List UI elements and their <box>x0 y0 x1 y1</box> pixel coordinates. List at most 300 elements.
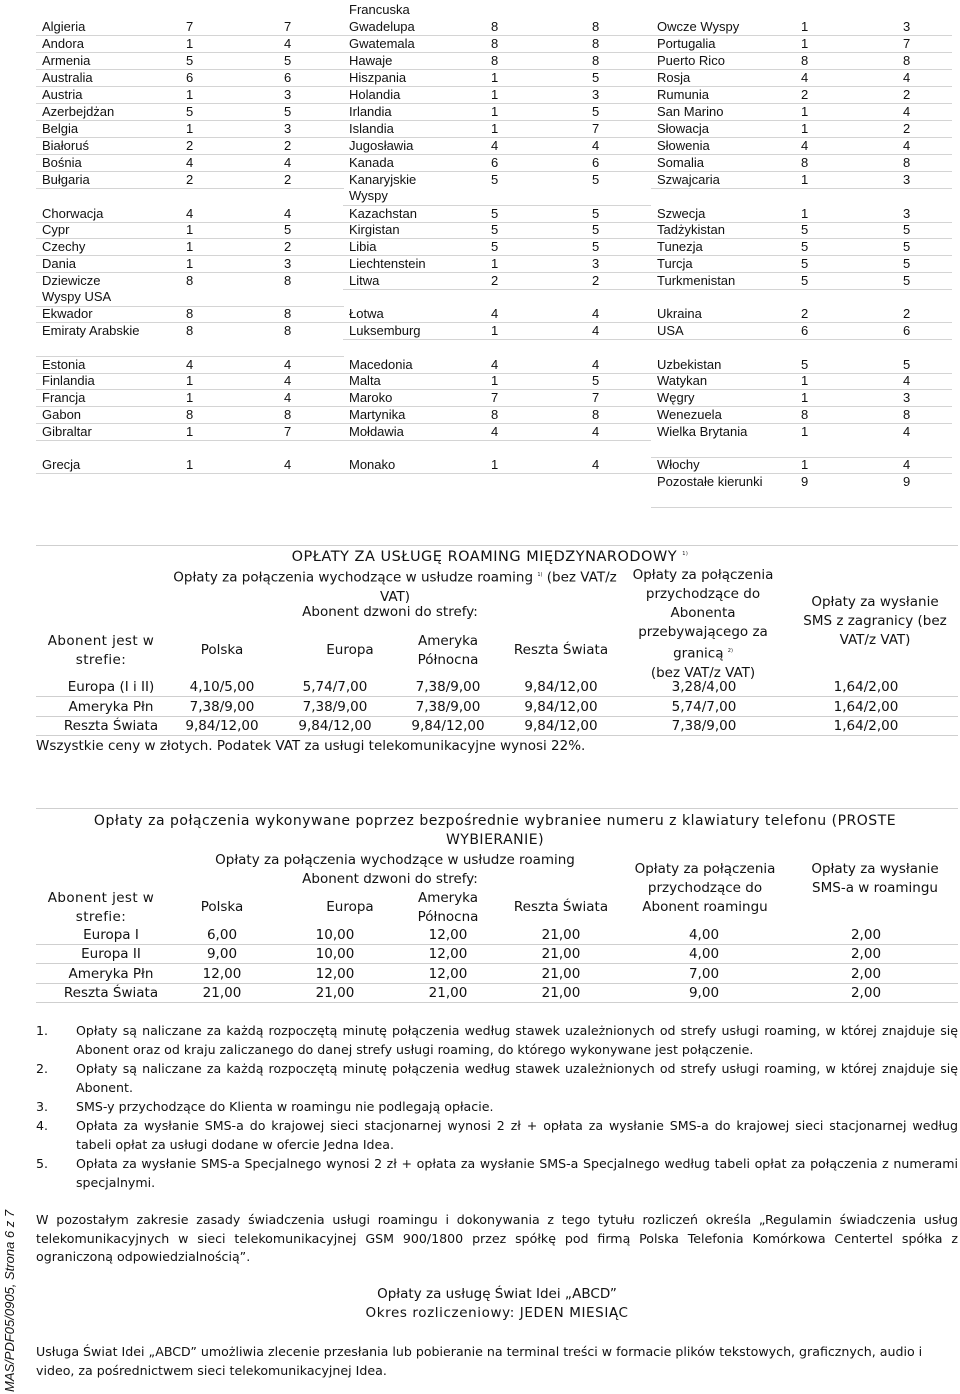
country-name: Emiraty Arabskie <box>42 323 140 338</box>
zone-value-b: 2 <box>284 239 292 254</box>
direct-sms-header: Opłaty za wysłanie SMS-a w roamingu <box>811 861 939 896</box>
zone-value-a: 2 <box>801 87 809 102</box>
price-cell: 4,10/5,00 <box>189 679 255 695</box>
price-cell: 9,84/12,00 <box>524 698 598 715</box>
country-name: Dania <box>42 256 76 271</box>
zone-value-b: 5 <box>592 206 600 221</box>
price-cell: 5,74/7,00 <box>671 698 737 715</box>
zone-value-b: 5 <box>903 256 911 271</box>
zone-value-b: 2 <box>284 138 292 153</box>
zone-value-b: 5 <box>903 222 911 237</box>
price-cell: 2,00 <box>850 984 882 1001</box>
zone-value-a: 8 <box>491 407 499 422</box>
zone-value-a: 8 <box>186 323 194 338</box>
country-name: Litwa <box>349 273 380 288</box>
zone-value-a: 1 <box>186 390 194 405</box>
zone-label: Europa (I i II) <box>67 679 155 695</box>
zone-value-b: 3 <box>592 87 600 102</box>
zone-value-a: 2 <box>186 172 194 187</box>
zone-header-polska: Polska <box>200 642 244 658</box>
price-cell: 7,38/9,00 <box>415 679 481 695</box>
zone-value-a: 1 <box>186 373 194 388</box>
country-name: Łotwa <box>349 306 384 321</box>
zone-value-b: 7 <box>592 121 600 136</box>
note-3 <box>36 1098 958 1117</box>
price-cell: 12,00 <box>315 965 355 982</box>
zone-value-a: 2 <box>186 138 194 153</box>
service-period: Okres rozliczeniowy: JEDEN MIESIĄC <box>365 1305 629 1321</box>
note-number: 2. <box>36 1061 49 1076</box>
zone-value-a: 4 <box>491 306 499 321</box>
zone-value-b: 3 <box>284 256 292 271</box>
direct-zone-polska: Polska <box>200 899 244 915</box>
zone-value-a: 1 <box>801 424 809 439</box>
zone-value-b: 4 <box>592 138 600 153</box>
country-name: Pozostałe kierunki <box>657 474 763 489</box>
country-name: Słowacja <box>657 121 710 136</box>
price-cell: 7,38/9,00 <box>671 718 737 734</box>
country-name: Bułgaria <box>42 172 90 187</box>
zone-value-b: 4 <box>284 457 292 472</box>
price-cell: 21,00 <box>428 984 468 1001</box>
country-name: Luksemburg <box>349 323 421 338</box>
country-name: Kirgistan <box>349 222 400 237</box>
price-cell: 12,00 <box>202 965 242 982</box>
zone-value-b: 2 <box>903 121 911 136</box>
zone-value-b: 4 <box>592 457 600 472</box>
zone-value-a: 5 <box>186 104 194 119</box>
zone-value-b: 6 <box>284 70 292 85</box>
price-cell: 9,00 <box>206 946 238 963</box>
incoming-header <box>618 566 788 683</box>
price-cell: 21,00 <box>541 927 581 943</box>
zone-value-b: 8 <box>284 407 292 422</box>
footnote-marker: 1) <box>537 572 543 578</box>
zone-value-a: 5 <box>801 239 809 254</box>
zone-value-a: 7 <box>186 19 194 34</box>
direct-zone-europa: Europa <box>326 899 374 915</box>
zone-value-a: 1 <box>801 36 809 51</box>
country-name: Słowenia <box>657 138 710 153</box>
zone-value-b: 4 <box>903 424 911 439</box>
country-name: Estonia <box>42 357 86 372</box>
zone-value-b: 4 <box>592 323 600 338</box>
price-cell: 7,38/9,00 <box>302 698 368 715</box>
country-name: Macedonia <box>349 357 413 372</box>
zone-value-a: 4 <box>186 206 194 221</box>
country-name: Watykan <box>657 373 708 388</box>
country-name: Portugalia <box>657 36 716 51</box>
zone-value-b: 5 <box>592 222 600 237</box>
row-divider <box>343 440 651 441</box>
country-name: Uzbekistan <box>657 357 722 372</box>
zone-value-b: 5 <box>592 373 600 388</box>
zone-value-a: 1 <box>801 206 809 221</box>
incoming-header-text: Opłaty za połączenia przychodzące do Abonenta przebywającego za granicą <box>632 567 774 662</box>
zone-value-b: 4 <box>284 206 292 221</box>
zone-value-a: 8 <box>186 407 194 422</box>
price-cell: 12,00 <box>428 965 468 982</box>
zone-value-a: 1 <box>491 104 499 119</box>
row-divider <box>36 473 344 474</box>
price-cell: 1,64/2,00 <box>833 718 899 734</box>
zone-value-a: 7 <box>491 390 499 405</box>
country-name: Mołdawia <box>349 424 404 439</box>
row-divider <box>36 735 958 736</box>
country-name: Finlandia <box>42 373 95 388</box>
zone-value-b: 7 <box>592 390 600 405</box>
zone-value-a: 9 <box>801 474 809 489</box>
zone-value-b: 4 <box>903 70 911 85</box>
zone-value-a: 8 <box>186 273 194 288</box>
zone-value-b: 4 <box>284 155 292 170</box>
zone-value-b: 8 <box>592 19 600 34</box>
zone-value-b: 6 <box>903 323 911 338</box>
price-cell: 10,00 <box>315 946 355 963</box>
zone-value-b: 3 <box>903 172 911 187</box>
price-cell: 2,00 <box>850 965 882 982</box>
country-name: Wenezuela <box>657 407 722 422</box>
zone-value-a: 4 <box>491 424 499 439</box>
price-cell: 2,00 <box>850 946 882 963</box>
country-name: Francuska <box>349 2 410 17</box>
row-divider <box>651 289 952 290</box>
country-name: Belgia <box>42 121 79 136</box>
row-divider <box>36 1002 958 1003</box>
zone-value-a: 6 <box>801 323 809 338</box>
country-name: Bośnia <box>42 155 82 170</box>
zone-value-b: 5 <box>284 222 292 237</box>
zone-value-a: 8 <box>491 19 499 34</box>
zone-value-a: 5 <box>491 222 499 237</box>
zone-value-a: 5 <box>491 206 499 221</box>
zone-value-a: 8 <box>491 53 499 68</box>
direct-outgoing-header: Opłaty za połączenia wychodzące w usłudze roaming <box>215 852 575 868</box>
zone-value-a: 4 <box>801 138 809 153</box>
zone-value-b: 5 <box>592 104 600 119</box>
country-name: Tunezja <box>657 239 703 254</box>
zone-value-a: 1 <box>186 222 194 237</box>
country-name: Turcja <box>657 256 693 271</box>
zone-value-a: 5 <box>491 239 499 254</box>
country-name: Włochy <box>657 457 700 472</box>
country-name: Szwecja <box>657 206 706 221</box>
zone-value-a: 1 <box>801 373 809 388</box>
price-cell: 9,84/12,00 <box>524 679 598 695</box>
remaining-terms: W pozostałym zakresie zasady świadczenia usługi roamingu i dokonywania z tego tytułu rozliczeń określa „Regulamin świadczenia usług telekomunikacyjnych w sieci telekomunikacyjnej GSM 900/1800 przez spółkę pod firmą Polska Telefonia Komórkowa Centertel spółka z ograniczoną odpowiedzialnością”. <box>36 1212 958 1264</box>
zone-value-b: 8 <box>903 53 911 68</box>
zone-value-a: 1 <box>491 70 499 85</box>
note-number: 4. <box>36 1118 49 1133</box>
sms-header: Opłaty za wysłanie SMS z zagranicy (bez VAT/z VAT) <box>803 594 947 648</box>
note-number: 1. <box>36 1023 49 1038</box>
country-name: Liechtenstein <box>349 256 426 271</box>
country-name: Gwatemala <box>349 36 415 51</box>
country-name: Dziewicze Wyspy USA <box>42 273 112 304</box>
zone-label: Europa I <box>83 927 139 943</box>
note-4 <box>36 1117 958 1154</box>
country-name: Somalia <box>657 155 704 170</box>
country-name: San Marino <box>657 104 724 119</box>
zone-value-b: 7 <box>284 424 292 439</box>
price-cell: 1,64/2,00 <box>833 698 899 715</box>
country-name: Grecja <box>42 457 81 472</box>
zone-value-a: 1 <box>801 172 809 187</box>
incoming-vat: (bez VAT/z VAT) <box>650 664 756 681</box>
price-cell: 12,00 <box>428 946 468 963</box>
note-text: SMS-y przychodzące do Klienta w roamingu nie podlegają opłacie. <box>76 1099 494 1114</box>
price-cell: 6,00 <box>206 927 238 943</box>
row-divider <box>36 440 344 441</box>
zone-value-a: 4 <box>491 357 499 372</box>
zone-value-a: 1 <box>491 323 499 338</box>
country-name: Libia <box>349 239 377 254</box>
price-cell: 5,74/7,00 <box>302 679 368 695</box>
country-name: Turkmenistan <box>657 273 736 288</box>
country-name: Francja <box>42 390 86 405</box>
note-text: Opłata za wysłanie SMS-a do krajowej sieci stacjonarnej wynosi 2 zł + opłata za wysłanie SMS-a do krajowej sieci stacjonarnej według tabeli opłat za usługi dodane w ofercie Jedna Idea. <box>76 1118 958 1152</box>
zone-value-b: 4 <box>903 373 911 388</box>
price-cell: 2,00 <box>850 927 882 943</box>
outgoing-header <box>170 566 620 607</box>
zone-value-b: 7 <box>284 19 292 34</box>
zone-value-a: 1 <box>801 457 809 472</box>
zone-value-a: 1 <box>186 239 194 254</box>
roaming-title-text: OPŁATY ZA USŁUGĘ ROAMING MIĘDZYNARODOWY <box>291 548 678 565</box>
country-name: Kanada <box>349 155 394 170</box>
country-name: USA <box>657 323 684 338</box>
zone-value-a: 1 <box>491 256 499 271</box>
note-text: Opłata za wysłanie SMS-a Specjalnego wynosi 2 zł + opłata za wysłanie SMS-a Specjalnego według tabeli opłat za połączenia z numerami specjalnymi. <box>76 1156 958 1190</box>
direct-zone-reszta: Reszta Świata <box>513 899 609 915</box>
zone-value-b: 4 <box>284 36 292 51</box>
zone-value-a: 1 <box>186 256 194 271</box>
country-name: Gibraltar <box>42 424 92 439</box>
country-name: Szwajcaria <box>657 172 720 187</box>
zone-value-b: 4 <box>284 390 292 405</box>
note-number: 5. <box>36 1156 49 1171</box>
country-name: Chorwacja <box>42 206 104 221</box>
zone-header-reszta: Reszta Świata <box>513 642 609 658</box>
price-cell: 21,00 <box>315 984 355 1001</box>
zone-value-b: 4 <box>903 457 911 472</box>
zone-value-b: 2 <box>592 273 600 288</box>
zone-value-a: 2 <box>801 306 809 321</box>
zone-value-a: 1 <box>491 87 499 102</box>
note-text: Opłaty są naliczane za każdą rozpoczętą minutę połączenia według stawek uzależnionych od strefy usługi roaming, w której znajduje się Abonent. <box>76 1061 958 1095</box>
country-name: Malta <box>349 373 381 388</box>
country-name: Puerto Rico <box>657 53 725 68</box>
zone-value-b: 4 <box>592 306 600 321</box>
zone-value-b: 8 <box>903 407 911 422</box>
price-cell: 7,38/9,00 <box>189 698 255 715</box>
zone-value-a: 1 <box>801 19 809 34</box>
zone-value-a: 6 <box>491 155 499 170</box>
country-name: Monako <box>349 457 396 472</box>
country-zone-grid <box>36 0 958 508</box>
price-cell: 9,00 <box>688 984 720 1001</box>
zone-value-b: 4 <box>592 424 600 439</box>
country-name: Wielka Brytania <box>657 424 748 439</box>
zone-value-b: 4 <box>903 104 911 119</box>
zone-value-a: 1 <box>801 390 809 405</box>
row-divider <box>36 188 344 189</box>
zone-value-b: 2 <box>284 172 292 187</box>
zone-value-a: 8 <box>801 407 809 422</box>
zone-label: Reszta Świata <box>63 718 159 734</box>
zone-value-a: 1 <box>491 121 499 136</box>
subscriber-zone-label: Abonent jest w strefie: <box>47 633 155 668</box>
country-name: Andora <box>42 36 84 51</box>
zone-label: Europa II <box>81 946 141 963</box>
zone-value-b: 8 <box>592 53 600 68</box>
zone-value-a: 1 <box>491 457 499 472</box>
zone-value-b: 8 <box>284 306 292 321</box>
roaming-title <box>280 545 700 567</box>
zone-value-a: 1 <box>186 36 194 51</box>
country-name: Węgry <box>657 390 695 405</box>
zone-value-a: 6 <box>186 70 194 85</box>
document-id-label: MAS/PDF05/0905, Strona 6 z 7 <box>2 1209 17 1392</box>
country-name: Hiszpania <box>349 70 407 85</box>
subscriber-calls-label: Abonent dzwoni do strefy: <box>302 604 478 620</box>
country-name: Cypr <box>42 222 70 237</box>
price-cell: 21,00 <box>541 984 581 1001</box>
zone-value-a: 8 <box>801 53 809 68</box>
direct-dial-title: Opłaty za połączenia wykonywane poprzez bezpośrednie wybraniee numeru z klawiatury telefonu (PROSTE WYBIERANIE) <box>93 813 897 848</box>
price-cell: 9,84/12,00 <box>298 718 372 734</box>
country-name: Austria <box>42 87 83 102</box>
country-name: Owcze Wyspy <box>657 19 740 34</box>
zone-value-b: 4 <box>592 357 600 372</box>
outgoing-header-text: Opłaty za połączenia wychodzące w usłudze roaming <box>173 569 534 586</box>
row-divider <box>343 473 651 474</box>
roaming-footnote: Wszystkie ceny w złotych. Podatek VAT za usługi telekomunikacyjne wynosi 22%. <box>36 738 586 754</box>
direct-subscriber-calls: Abonent dzwoni do strefy: <box>302 871 478 887</box>
price-cell: 7,00 <box>688 965 720 982</box>
zone-value-b: 4 <box>284 373 292 388</box>
zone-value-b: 3 <box>903 390 911 405</box>
zone-value-b: 7 <box>903 36 911 51</box>
zone-value-a: 1 <box>186 424 194 439</box>
zone-value-b: 9 <box>903 474 911 489</box>
country-name: Algieria <box>42 19 86 34</box>
zone-value-b: 3 <box>284 87 292 102</box>
zone-label: Ameryka Płn <box>68 965 154 982</box>
zone-value-b: 8 <box>284 323 292 338</box>
country-name: Gwadelupa <box>349 19 415 34</box>
zone-value-b: 3 <box>284 121 292 136</box>
price-cell: 21,00 <box>541 946 581 963</box>
zone-value-a: 4 <box>491 138 499 153</box>
zone-value-b: 8 <box>284 273 292 288</box>
country-name: Holandia <box>349 87 401 102</box>
country-name: Kazachstan <box>349 206 417 221</box>
zone-value-a: 4 <box>186 357 194 372</box>
row-divider <box>343 289 651 290</box>
zone-value-a: 1 <box>801 121 809 136</box>
zone-value-a: 5 <box>801 273 809 288</box>
zone-value-b: 6 <box>592 155 600 170</box>
service-title: Opłaty za usługę Świat Idei „ABCD” <box>377 1286 617 1302</box>
zone-value-b: 8 <box>592 407 600 422</box>
zone-value-a: 5 <box>186 53 194 68</box>
price-cell: 10,00 <box>315 927 355 943</box>
zone-value-b: 5 <box>284 104 292 119</box>
zone-value-a: 8 <box>186 306 194 321</box>
zone-value-a: 5 <box>801 222 809 237</box>
zone-value-a: 5 <box>491 172 499 187</box>
zone-value-b: 5 <box>592 70 600 85</box>
direct-subscriber-zone-label: Abonent jest w strefie: <box>47 890 155 925</box>
country-name: Islandia <box>349 121 394 136</box>
price-cell: 1,64/2,00 <box>833 679 899 695</box>
zone-value-a: 5 <box>801 256 809 271</box>
zone-value-a: 1 <box>491 373 499 388</box>
country-name: Tadżykistan <box>657 222 725 237</box>
country-name: Australia <box>42 70 93 85</box>
zone-value-a: 8 <box>801 155 809 170</box>
country-name: Rumunia <box>657 87 710 102</box>
country-name: Rosja <box>657 70 691 85</box>
note-number: 3. <box>36 1099 49 1114</box>
footnote-marker: 1) <box>682 551 689 557</box>
price-cell: 9,84/12,00 <box>524 718 598 734</box>
country-name: Jugosławia <box>349 138 414 153</box>
note-5 <box>36 1155 958 1192</box>
zone-value-a: 4 <box>186 155 194 170</box>
zone-value-b: 4 <box>284 357 292 372</box>
price-cell: 21,00 <box>202 984 242 1001</box>
price-cell: 21,00 <box>541 965 581 982</box>
zone-value-b: 5 <box>903 273 911 288</box>
service-description: Usługa Świat Idei „ABCD” umożliwia zlecenie przesłania lub pobieranie na terminal treści w formacie plików tekstowych, graficznych, audio i video, za pośrednictwem sieci telekomunikacyjnej Idea. <box>36 1344 923 1378</box>
zone-value-b: 4 <box>903 138 911 153</box>
zone-value-b: 8 <box>592 36 600 51</box>
price-cell: 9,84/12,00 <box>411 718 485 734</box>
price-cell: 4,00 <box>688 946 720 963</box>
country-name: Ekwador <box>42 306 93 321</box>
zone-value-b: 3 <box>903 19 911 34</box>
price-cell: 9,84/12,00 <box>185 718 259 734</box>
row-divider <box>343 339 651 340</box>
note-2 <box>36 1060 958 1097</box>
outgoing-vat: (bez VAT/z VAT) <box>379 569 617 605</box>
country-name: Białoruś <box>42 138 89 153</box>
row-divider <box>651 339 952 340</box>
row-divider <box>651 188 952 189</box>
zone-value-b: 3 <box>592 256 600 271</box>
zone-value-b: 2 <box>903 87 911 102</box>
zone-value-b: 2 <box>903 306 911 321</box>
note-text: Opłaty są naliczane za każdą rozpoczętą minutę połączenia według stawek uzależnionych od strefy usługi roaming, w której znajduje się Abonent oraz od kraju zaliczanego do danej strefy usługi roaming, do którego wykonywane jest połączenie. <box>76 1023 958 1057</box>
country-name: Gabon <box>42 407 82 422</box>
zone-header-ameryka: Ameryka Północna <box>417 633 479 668</box>
country-name: Azerbejdżan <box>42 104 115 119</box>
country-name: Irlandia <box>349 104 392 119</box>
zone-value-a: 1 <box>801 104 809 119</box>
zone-value-b: 5 <box>592 239 600 254</box>
zone-value-a: 2 <box>491 273 499 288</box>
country-name: Armenia <box>42 53 91 68</box>
country-name: Ukraina <box>657 306 702 321</box>
footnote-marker: 2) <box>727 648 733 654</box>
zone-value-a: 4 <box>801 70 809 85</box>
zone-value-a: 5 <box>801 357 809 372</box>
zone-value-b: 5 <box>903 239 911 254</box>
price-cell: 4,00 <box>688 927 720 943</box>
zone-value-b: 8 <box>903 155 911 170</box>
